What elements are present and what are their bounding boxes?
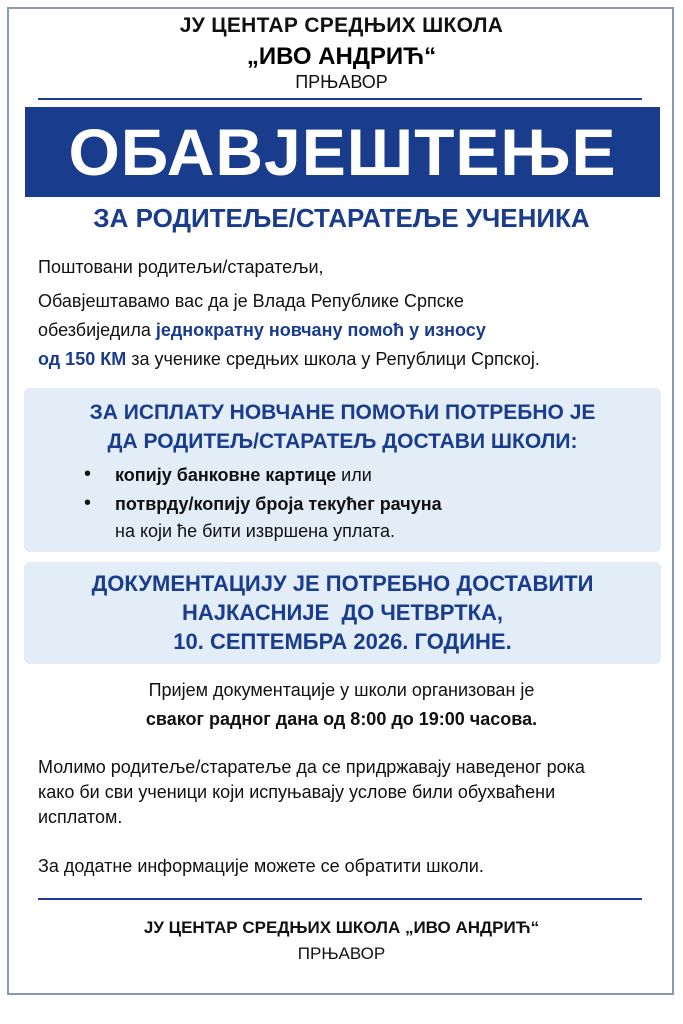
aid-highlight: једнократну новчану помоћ у износу <box>155 320 486 340</box>
footer-town: ПРЊАВОР <box>297 944 386 963</box>
bullet-icon: • <box>84 492 92 514</box>
request-line-1: Молимо родитеље/старатеље да се придржавају наведеног рока <box>38 757 585 777</box>
intro-text-end: за ученике средњих школа у Републици Српској. <box>126 349 540 369</box>
school-town: ПРЊАВОР <box>295 72 388 92</box>
contact-note: За додатне информације можете се обратити школи. <box>38 856 484 876</box>
footer-divider <box>38 898 642 900</box>
subtitle: ЗА РОДИТЕЉЕ/СТАРАТЕЉЕ УЧЕНИКА <box>93 203 590 233</box>
school-name: ЈУ ЦЕНТАР СРЕДЊИХ ШКОЛА <box>179 14 504 37</box>
requirement-item-2: потврду/копију броја текућег рачуна <box>115 494 442 514</box>
greeting: Поштовани родитељи/старатељи, <box>38 257 324 277</box>
header-divider <box>38 98 642 100</box>
intro-line-3 <box>38 349 540 370</box>
requirement-item-2-cont: на који ће бити извршена уплата. <box>115 521 395 541</box>
banner-title: ОБАВЈЕШТЕЊЕ <box>68 115 617 189</box>
reception-hours: сваког радног дана од 8:00 до 19:00 часова. <box>145 709 538 729</box>
intro-text: обезбиједила <box>38 320 156 340</box>
requirements-title-1: ЗА ИСПЛАТУ НОВЧАНЕ ПОМОЋИ ПОТРЕБНО ЈЕ <box>89 401 596 424</box>
intro-line-1: Обавјештавамо вас да је Влада Републике Српске <box>38 291 464 311</box>
deadline-line-2: НАЈКАСНИЈЕ ДО ЧЕТВРТКА, <box>181 600 504 625</box>
requirements-title-2: ДА РОДИТЕЉ/СТАРАТЕЉ ДОСТАВИ ШКОЛИ: <box>107 430 578 453</box>
requirement-item-1 <box>115 465 372 486</box>
footer-school: ЈУ ЦЕНТАР СРЕДЊИХ ШКОЛА „ИВО АНДРИЋ“ <box>143 918 540 937</box>
school-title: „ИВО АНДРИЋ“ <box>246 43 437 70</box>
request-line-3: исплатом. <box>38 807 123 827</box>
request-line-2: како би сви ученици који испуњавају услове били обухваћени <box>38 782 556 802</box>
requirement-card: копију банковне картице <box>115 465 337 485</box>
reception-line-1: Пријем документације у школи организован је <box>148 680 535 700</box>
requirement-or: или <box>336 465 372 485</box>
amount-highlight: од 150 КМ <box>38 349 127 369</box>
bullet-icon: • <box>84 463 92 485</box>
intro-line-2 <box>38 320 486 341</box>
deadline-line-1: ДОКУМЕНТАЦИЈУ ЈЕ ПОТРЕБНО ДОСТАВИТИ <box>91 571 594 596</box>
deadline-line-3: 10. СЕПТЕМБРА 2026. ГОДИНЕ. <box>173 629 512 654</box>
